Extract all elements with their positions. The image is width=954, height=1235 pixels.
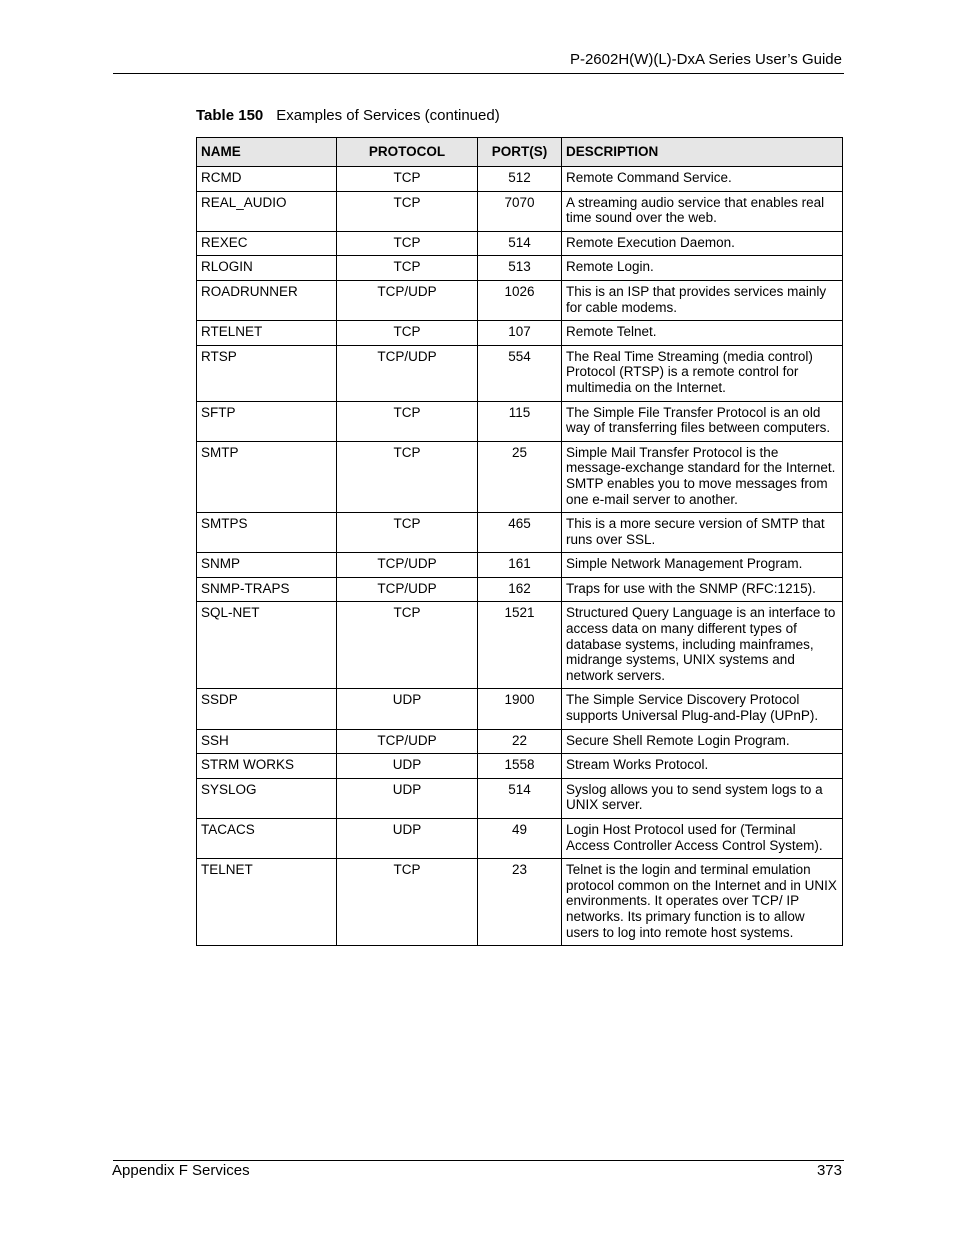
cell-ports: 162 [478, 577, 562, 602]
table-row [197, 321, 843, 346]
cell-protocol: TCP [337, 401, 478, 441]
cell-name: SMTP [197, 441, 337, 512]
table-row [197, 231, 843, 256]
cell-ports: 161 [478, 553, 562, 578]
cell-name: RLOGIN [197, 256, 337, 281]
cell-description: Secure Shell Remote Login Program. [562, 729, 843, 754]
cell-name: SSDP [197, 689, 337, 729]
cell-description: Simple Network Management Program. [562, 553, 843, 578]
cell-ports: 1900 [478, 689, 562, 729]
table-row [197, 729, 843, 754]
cell-ports: 514 [478, 778, 562, 818]
cell-name: SYSLOG [197, 778, 337, 818]
table-row [197, 754, 843, 779]
cell-ports: 512 [478, 167, 562, 192]
cell-ports: 49 [478, 819, 562, 859]
cell-protocol: TCP [337, 513, 478, 553]
cell-protocol: UDP [337, 819, 478, 859]
table-row [197, 345, 843, 401]
cell-ports: 1558 [478, 754, 562, 779]
cell-ports: 7070 [478, 191, 562, 231]
column-header-ports: PORT(S) [478, 138, 562, 167]
cell-protocol: TCP/UDP [337, 577, 478, 602]
running-header-title: P-2602H(W)(L)-DxA Series User’s Guide [569, 51, 842, 68]
cell-name: SNMP [197, 553, 337, 578]
cell-name: REAL_AUDIO [197, 191, 337, 231]
cell-protocol: TCP/UDP [337, 345, 478, 401]
page-number: 373 [816, 1162, 842, 1179]
cell-description: The Simple File Transfer Protocol is an old way of transferring files between computers. [562, 401, 843, 441]
cell-ports: 1026 [478, 280, 562, 320]
cell-protocol: TCP [337, 859, 478, 946]
table-row [197, 167, 843, 192]
table-row [197, 191, 843, 231]
cell-protocol: TCP [337, 231, 478, 256]
column-header-protocol: PROTOCOL [337, 138, 478, 167]
cell-protocol: TCP [337, 167, 478, 192]
table-row [197, 689, 843, 729]
cell-description: Stream Works Protocol. [562, 754, 843, 779]
cell-protocol: TCP [337, 256, 478, 281]
cell-name: SNMP-TRAPS [197, 577, 337, 602]
cell-description: Login Host Protocol used for (Terminal Access Controller Access Control System). [562, 819, 843, 859]
cell-name: RCMD [197, 167, 337, 192]
cell-description: Telnet is the login and terminal emulation protocol common on the Internet and in UNIX environments. It operates over TCP/ IP networks. Its primary function is to allow users to log into remote host systems. [562, 859, 843, 946]
cell-protocol: TCP/UDP [337, 729, 478, 754]
cell-protocol: TCP [337, 321, 478, 346]
cell-name: SSH [197, 729, 337, 754]
cell-protocol: UDP [337, 778, 478, 818]
column-header-description: DESCRIPTION [562, 138, 843, 167]
cell-ports: 23 [478, 859, 562, 946]
column-header-name: NAME [197, 138, 337, 167]
cell-name: TELNET [197, 859, 337, 946]
table-row [197, 553, 843, 578]
cell-name: TACACS [197, 819, 337, 859]
cell-name: RTSP [197, 345, 337, 401]
cell-protocol: TCP [337, 441, 478, 512]
cell-protocol: UDP [337, 689, 478, 729]
cell-ports: 1521 [478, 602, 562, 689]
table-row [197, 577, 843, 602]
cell-description: Remote Command Service. [562, 167, 843, 192]
cell-description: Syslog allows you to send system logs to a UNIX server. [562, 778, 843, 818]
cell-description: The Simple Service Discovery Protocol supports Universal Plug-and-Play (UPnP). [562, 689, 843, 729]
cell-ports: 554 [478, 345, 562, 401]
cell-ports: 465 [478, 513, 562, 553]
table-row [197, 602, 843, 689]
table-row [197, 280, 843, 320]
cell-description: Structured Query Language is an interface to access data on many different types of database systems, including mainframes, midrange systems, UNIX systems and network servers. [562, 602, 843, 689]
cell-name: SMTPS [197, 513, 337, 553]
footer-rule [113, 1160, 844, 1161]
cell-ports: 107 [478, 321, 562, 346]
cell-ports: 513 [478, 256, 562, 281]
table-caption-label: Table 150 [196, 107, 264, 124]
cell-description: A streaming audio service that enables real time sound over the web. [562, 191, 843, 231]
cell-name: ROADRUNNER [197, 280, 337, 320]
table-row [197, 819, 843, 859]
cell-description: Remote Login. [562, 256, 843, 281]
table-row [197, 778, 843, 818]
services-table [196, 137, 843, 946]
cell-protocol: UDP [337, 754, 478, 779]
cell-description: Traps for use with the SNMP (RFC:1215). [562, 577, 843, 602]
table-header-row [197, 138, 843, 167]
cell-description: This is an ISP that provides services mainly for cable modems. [562, 280, 843, 320]
cell-ports: 25 [478, 441, 562, 512]
cell-description: The Real Time Streaming (media control) Protocol (RTSP) is a remote control for multimedia on the Internet. [562, 345, 843, 401]
cell-name: STRM WORKS [197, 754, 337, 779]
cell-ports: 115 [478, 401, 562, 441]
cell-ports: 22 [478, 729, 562, 754]
cell-name: SQL-NET [197, 602, 337, 689]
table-row [197, 441, 843, 512]
cell-description: Remote Execution Daemon. [562, 231, 843, 256]
footer-section: Appendix F Services [112, 1162, 250, 1179]
cell-description: This is a more secure version of SMTP that runs over SSL. [562, 513, 843, 553]
table-row [197, 256, 843, 281]
cell-description: Simple Mail Transfer Protocol is the message-exchange standard for the Internet. SMTP enables you to move messages from one e-mail server to another. [562, 441, 843, 512]
cell-protocol: TCP/UDP [337, 553, 478, 578]
cell-protocol: TCP [337, 602, 478, 689]
table-row [197, 859, 843, 946]
cell-name: SFTP [197, 401, 337, 441]
table-row [197, 513, 843, 553]
cell-name: RTELNET [197, 321, 337, 346]
table-caption-text: Examples of Services (continued) [276, 107, 500, 124]
cell-protocol: TCP [337, 191, 478, 231]
header-rule [113, 73, 844, 74]
cell-name: REXEC [197, 231, 337, 256]
cell-ports: 514 [478, 231, 562, 256]
table-body [197, 167, 843, 946]
cell-protocol: TCP/UDP [337, 280, 478, 320]
cell-description: Remote Telnet. [562, 321, 843, 346]
table-row [197, 401, 843, 441]
table-caption [196, 107, 500, 124]
